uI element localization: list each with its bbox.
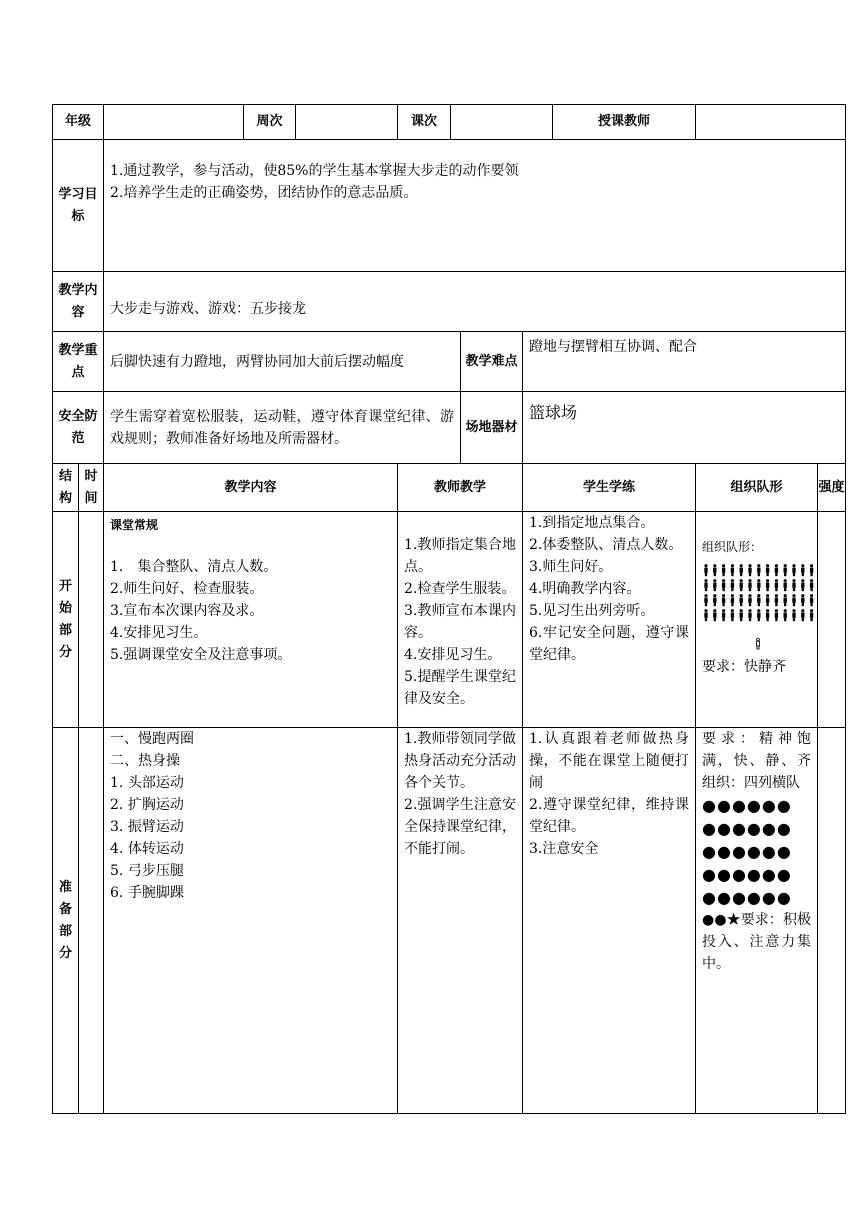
objectives-label: 学习目标: [53, 140, 104, 272]
venue-text: 篮球场: [523, 392, 846, 464]
key-points-label: 教学重点: [53, 332, 104, 392]
prep-content-item: 二、热身操: [110, 753, 181, 769]
prep-formation: [696, 728, 818, 1114]
prep-student-item: 3.注意安全: [529, 841, 599, 857]
start-student-item: 5.见习生出列旁听。: [529, 603, 655, 619]
prep-content-item: 一、慢跑两圈: [110, 731, 195, 747]
start-content-item: 1． 集合整队、清点人数。: [110, 559, 278, 575]
content-label: 教学内容: [53, 272, 104, 332]
start-student-item: 2.体委整队、清点人数。: [529, 537, 683, 553]
formation-figures-icon: [702, 562, 822, 656]
venue-label: 场地器材: [461, 392, 523, 464]
col-time: 时间: [79, 464, 104, 512]
teacher-value: [696, 105, 846, 140]
prep-student: [523, 728, 696, 1114]
grade-label: 年级: [53, 105, 104, 140]
prep-label: 准备部分: [53, 728, 79, 1114]
prep-formation-text: 要求：精神饱满，快、静、齐组织：四列横队: [702, 731, 812, 791]
prep-content-item: 4. 体转运动: [110, 841, 184, 857]
column-header-row: [53, 464, 846, 512]
prep-content: [104, 728, 398, 1114]
header-row: [53, 105, 846, 140]
key-points-text: 后脚快速有力蹬地，两臂协同加大前后摆动幅度: [104, 332, 461, 392]
col-student: 学生学练: [523, 464, 696, 512]
start-teacher-item: 5.提醒学生课堂纪律及安全。: [404, 669, 517, 707]
prep-intensity: [818, 728, 846, 1114]
content-row: [53, 272, 846, 332]
lesson-value: [451, 105, 553, 140]
dot-row: ●●●●●●: [702, 842, 792, 861]
start-section-row: [53, 512, 846, 728]
col-structure: 结构: [53, 464, 79, 512]
start-content-item: 4.安排见习生。: [110, 625, 208, 641]
prep-time: [79, 728, 104, 1114]
col-intensity: 强度: [818, 464, 846, 512]
teacher-label: 授课教师: [553, 105, 696, 140]
difficulty-text: 蹬地与摆臂相互协调、配合: [523, 332, 846, 392]
start-formation-title: 组织队形：: [702, 540, 763, 554]
start-intensity: [818, 512, 846, 728]
start-student: [523, 512, 696, 728]
safety-row: [53, 392, 846, 464]
col-formation: 组织队形: [696, 464, 818, 512]
safety-label: 安全防范: [53, 392, 104, 464]
objective-item: 1.通过教学，参与活动，使85%的学生基本掌握大步走的动作要领: [110, 163, 519, 179]
start-teacher-item: 1.教师指定集合地点。: [404, 537, 517, 575]
start-teacher: [398, 512, 523, 728]
dot-row: ●●●●●●: [702, 865, 792, 884]
start-teacher-item: 4.安排见习生。: [404, 647, 502, 663]
prep-content-item: 2. 扩胸运动: [110, 797, 184, 813]
prep-content-item: 1. 头部运动: [110, 775, 184, 791]
start-student-item: 4.明确教学内容。: [529, 581, 641, 597]
start-teacher-item: 2.检查学生服装。: [404, 581, 516, 597]
start-formation-req: 要求：快静齐: [702, 659, 787, 675]
lesson-plan-table: [52, 104, 846, 1114]
difficulty-label: 教学难点: [461, 332, 523, 392]
start-student-item: 3.师生问好。: [529, 559, 613, 575]
content-text: 大步走与游戏、游戏：五步接龙: [104, 272, 846, 332]
start-time: [79, 512, 104, 728]
prep-section-row: [53, 728, 846, 1114]
prep-formation-tail: ●●★要求：积极投入、注意力集中。: [702, 912, 812, 972]
start-student-item: 1.到指定地点集合。: [529, 515, 655, 531]
dot-row: ●●●●●●: [702, 888, 792, 907]
prep-student-item: 1.认真跟着老师做热身操，不能在课堂上随便打闹: [529, 731, 690, 791]
prep-teacher-item: 2.强调学生注意安全保持课堂纪律，不能打闹。: [404, 797, 517, 857]
safety-text: 学生需穿着宽松服装，运动鞋，遵守体育课堂纪律、游戏规则；教师准备好场地及所需器材。: [104, 392, 461, 464]
start-student-item: 6.牢记安全问题，遵守课堂纪律。: [529, 625, 690, 663]
col-teacher: 教师教学: [398, 464, 523, 512]
dot-row: ●●●●●●: [702, 796, 792, 815]
prep-teacher: [398, 728, 523, 1114]
dot-row: ●●●●●●: [702, 819, 792, 838]
start-content-item: 3.宣布本次课内容及求。: [110, 603, 264, 619]
prep-student-item: 2.遵守课堂纪律，维持课堂纪律。: [529, 797, 690, 835]
prep-content-item: 6. 手腕脚踝: [110, 885, 184, 901]
grade-value: [104, 105, 244, 140]
objective-item: 2.培养学生走的正确姿势，团结协作的意志品质。: [110, 185, 418, 201]
prep-content-item: 3. 振臂运动: [110, 819, 184, 835]
start-content-title: 课堂常规: [110, 518, 159, 532]
lesson-label: 课次: [398, 105, 451, 140]
prep-teacher-item: 1.教师带领同学做热身活动充分活动各个关节。: [404, 731, 517, 791]
objectives-row: [53, 140, 846, 272]
prep-content-item: 5. 弓步压腿: [110, 863, 184, 879]
start-content: [104, 512, 398, 728]
start-formation: [696, 512, 818, 728]
col-content: 教学内容: [104, 464, 398, 512]
start-label: 开始部分: [53, 512, 79, 728]
objectives-cell: [104, 140, 846, 272]
week-label: 周次: [244, 105, 296, 140]
week-value: [296, 105, 398, 140]
key-points-row: [53, 332, 846, 392]
start-content-item: 2.师生问好、检查服装。: [110, 581, 264, 597]
start-content-item: 5.强调课堂安全及注意事项。: [110, 647, 292, 663]
start-teacher-item: 3.教师宣布本课内容。: [404, 603, 517, 641]
